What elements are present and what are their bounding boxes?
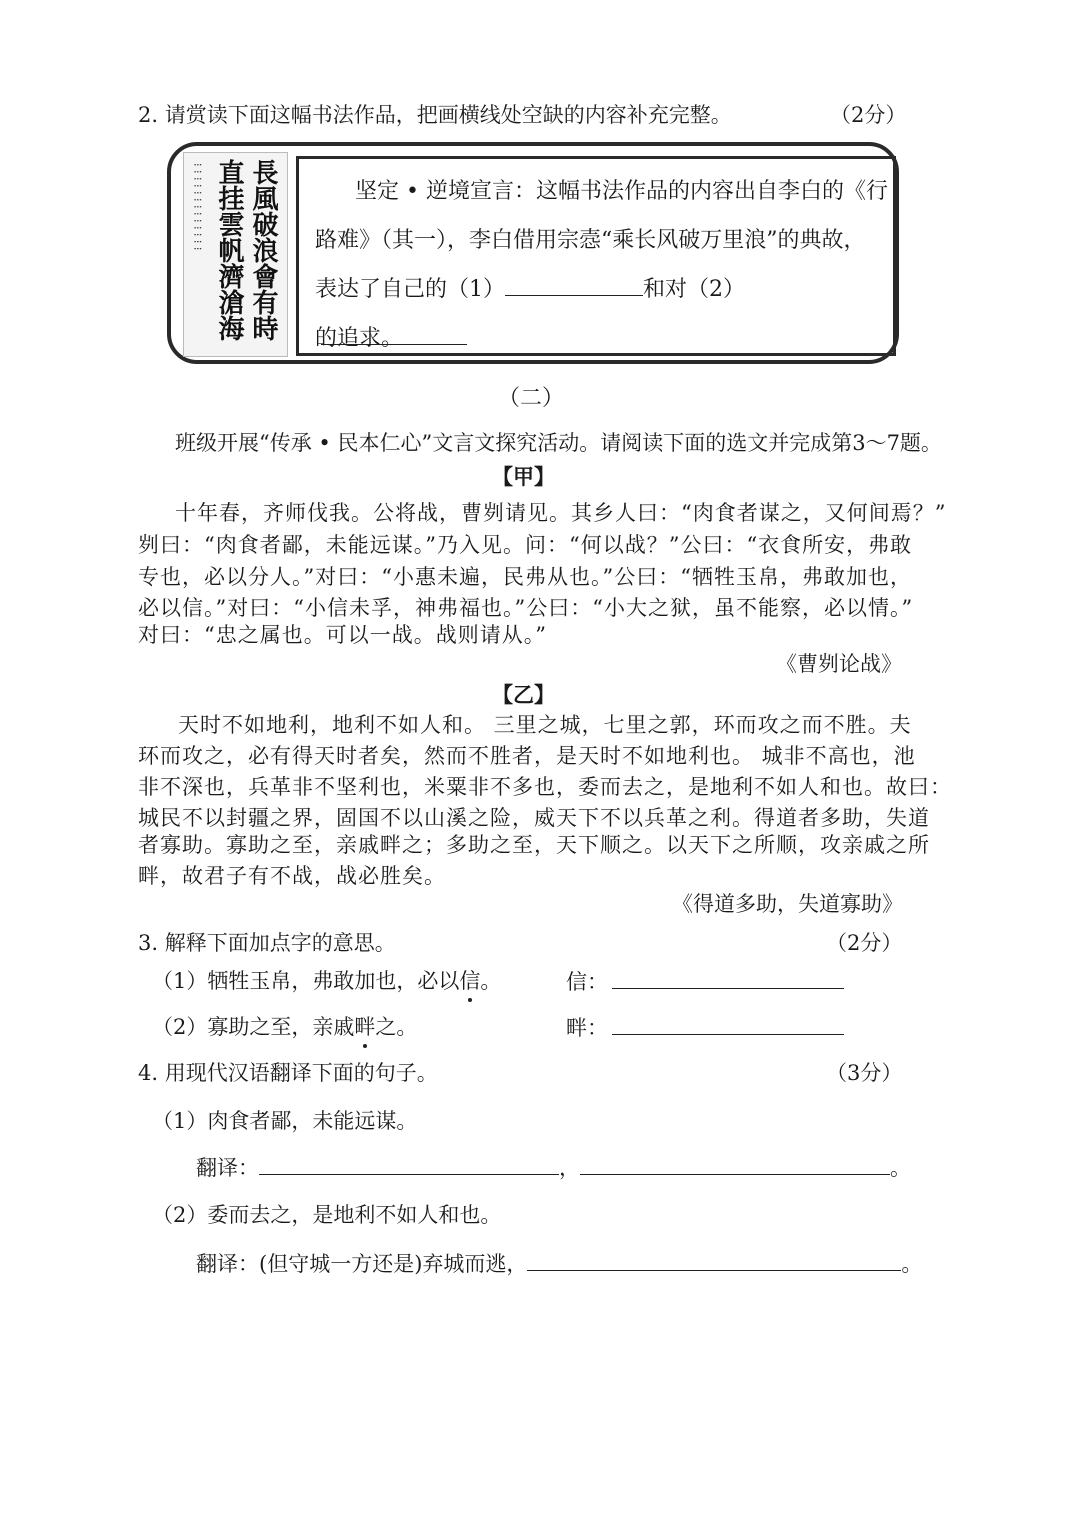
jia-line-3: 专也，必以分人。”对曰：“小惠未遍，民弗从也。”公曰：“牺牲玉帛，弗敢加也， [138, 565, 912, 589]
scroll-frame [167, 142, 899, 364]
calligraphy-artwork [183, 152, 288, 357]
section-intro: 班级开展“传承 • 民本仁心”文言文探究活动。请阅读下面的选文并完成第3～7题。 [175, 431, 942, 455]
q4-translation-2: 翻译：(但守城一方还是)弃城而逃， 。 [196, 1248, 922, 1279]
box-line-2: 路难》（其一），李白借用宗悫“乘长风破万里浪”的典故， [315, 228, 866, 253]
yi-line-2: 环而攻之，必有得天时者矣，然而不胜者，是天时不如地利也。 城非不高也，池 [138, 744, 916, 768]
q2-stem: 2. 请赏读下面这幅书法作品，把画横线处空缺的内容补充完整。 [138, 103, 732, 127]
calligraphy-column-1: 長風破浪會有時 [248, 159, 278, 341]
q3-blank-2[interactable] [612, 1012, 844, 1035]
dotted-char-xin: 信 [459, 969, 481, 993]
q4-item-1: （1）肉食者鄙，未能远谋。 [152, 1109, 418, 1133]
q2-score: （2分） [830, 103, 907, 127]
answer-blank-1[interactable] [505, 273, 643, 296]
jia-label: 【甲】 [492, 464, 555, 489]
q4-translation-1: 翻译： ， 。 [196, 1152, 911, 1183]
q4-item-2: （2）委而去之，是地利不如人和也。 [152, 1203, 502, 1227]
q3-item-2-answer: 畔： [566, 1012, 844, 1043]
q4-blank-2[interactable] [527, 1248, 901, 1271]
dotted-char-pan: 畔 [354, 1015, 376, 1039]
section-heading: （二） [498, 386, 565, 411]
jia-source: 《曹刿论战》 [776, 652, 902, 676]
q3-item-1-answer: 信： [566, 966, 844, 997]
calligraphy-description-box [296, 156, 896, 356]
box-line-1: 坚定 • 逆境宣言：这幅书法作品的内容出自李白的《行 [355, 179, 888, 204]
yi-source: 《得道多助，失道寡助》 [672, 892, 903, 916]
box-line-4: 的追求。 [315, 326, 404, 351]
q3-item-1: （1）牺牲玉帛，弗敢加也，必以信。 [152, 969, 502, 993]
q3-item-2: （2）寡助之至，亲戚畔之。 [152, 1015, 418, 1039]
yi-line-3: 非不深也，兵革非不坚利也，米粟非不多也，委而去之，是地利不如人和也。故曰： [138, 775, 952, 799]
jia-line-4: 必以信。”对曰：“小信未孚，神弗福也。”公曰：“小大之狱，虽不能察，必以情。” [138, 596, 914, 620]
jia-line-2: 刿曰：“肉食者鄙，未能远谋。”乃入见。问：“何以战？”公曰：“衣食所安，弗敢 [138, 533, 913, 557]
q4-stem: 4. 用现代汉语翻译下面的句子。 [138, 1061, 438, 1085]
q3-stem: 3. 解释下面加点字的意思。 [138, 931, 396, 955]
yi-label: 【乙】 [492, 682, 555, 707]
q4-blank-1a[interactable] [259, 1152, 559, 1175]
q3-blank-1[interactable] [612, 966, 844, 989]
calligraphy-column-2: 直挂雲帆濟滄海 [214, 159, 244, 341]
yi-line-1: 天时不如地利，地利不如人和。 三里之城，七里之郭，环而攻之而不胜。夫 [178, 713, 912, 737]
calligraphy-signature: ⁝ ⁝ ⁝ ⁝ ⁝ ⁝ ⁝ ⁝ ⁝ ⁝ ⁝ ⁝ ⁝ [191, 163, 204, 251]
box-line-3: 表达了自己的（1） 和对（2） [315, 265, 893, 363]
q4-score: （3分） [826, 1061, 903, 1085]
jia-line-1: 十年春，齐师伐我。公将战，曹刿请见。其乡人曰：“肉食者谋之，又何间焉？” [175, 501, 947, 525]
yi-line-5: 者寡助。寡助之至，亲戚畔之；多助之至，天下顺之。以天下之所顺，攻亲戚之所 [138, 833, 930, 857]
yi-line-6: 畔，故君子有不战，战必胜矣。 [138, 864, 446, 888]
yi-line-4: 城民不以封疆之界，固国不以山溪之险，威天下不以兵革之利。得道者多助，失道 [138, 806, 930, 830]
jia-line-5: 对曰：“忠之属也。可以一战。战则请从。” [138, 623, 547, 647]
q4-blank-1b[interactable] [580, 1152, 890, 1175]
q3-score: （2分） [826, 931, 903, 955]
